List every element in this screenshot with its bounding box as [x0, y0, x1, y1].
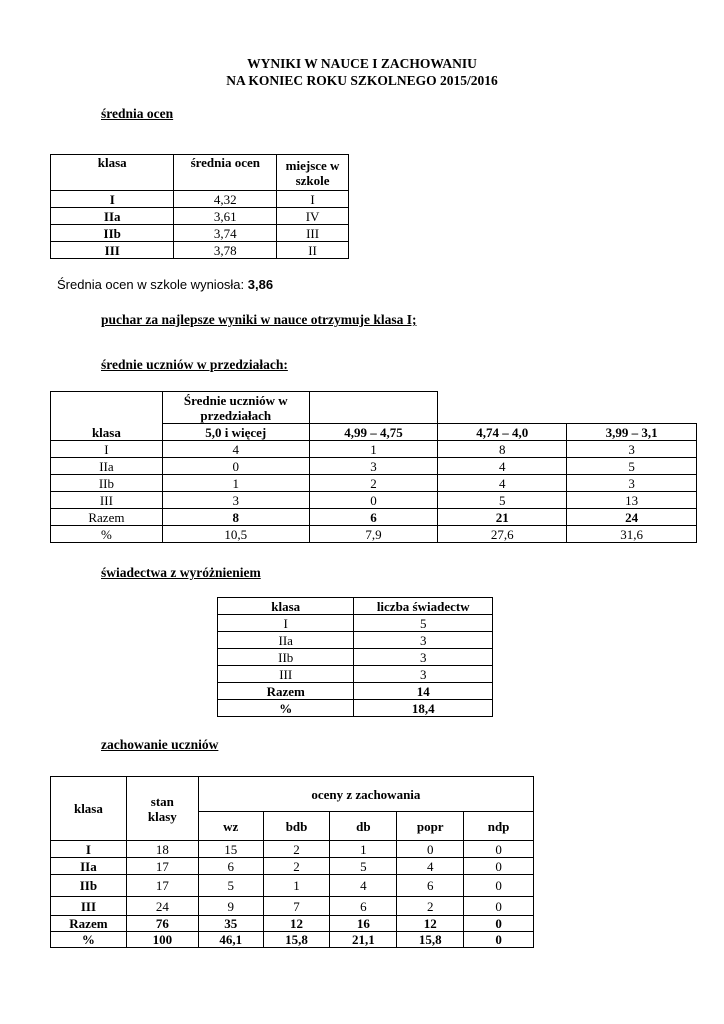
- empty-header-cell: [309, 392, 438, 424]
- table-row: [218, 649, 493, 666]
- cell-value: 17: [126, 858, 198, 875]
- certificates-table: [217, 597, 493, 717]
- cell-place: IV: [277, 208, 349, 225]
- cell-value: 24: [567, 509, 697, 526]
- cell-value: 1: [162, 475, 309, 492]
- cell-value: 24: [126, 897, 198, 916]
- table-row: [51, 897, 534, 916]
- cell-value: 3: [567, 475, 697, 492]
- school-average-label: Średnia ocen w szkole wyniosła:: [57, 277, 248, 292]
- cell-value: 9: [198, 897, 263, 916]
- col-header-class-size: stan klasy: [126, 777, 198, 841]
- cell-value: 46,1: [198, 932, 263, 948]
- table-row: [51, 492, 697, 509]
- cell-value: 1: [330, 841, 397, 858]
- cell-klasa: III: [51, 897, 127, 916]
- table-row-percent: [218, 700, 493, 717]
- section-heading-certificates: świadectwa z wyróżnieniem: [101, 565, 261, 580]
- table-row: [51, 841, 534, 858]
- document-title-line1: WYNIKI W NAUCE I ZACHOWANIU: [247, 56, 477, 71]
- grade-header: popr: [397, 812, 464, 841]
- cell-value: 0: [464, 916, 534, 932]
- cell-klasa: IIa: [51, 458, 163, 475]
- range-header: 4,99 – 4,75: [309, 424, 438, 441]
- cell-value: 5: [567, 458, 697, 475]
- behavior-table: [50, 776, 534, 948]
- cell-klasa: IIa: [51, 208, 174, 225]
- cell-value: 6: [309, 509, 438, 526]
- table-row: [51, 858, 534, 875]
- grade-header: ndp: [464, 812, 534, 841]
- cell-klasa: III: [218, 666, 354, 683]
- cell-value: 0: [309, 492, 438, 509]
- table-row: [51, 475, 697, 492]
- group-header-grades: oceny z zachowania: [198, 777, 533, 812]
- range-header: 4,74 – 4,0: [438, 424, 567, 441]
- section-heading-ranges: średnie uczniów w przedziałach:: [101, 357, 288, 372]
- ranges-table: [50, 391, 697, 543]
- col-header-average: średnia ocen: [174, 155, 277, 191]
- cell-count: 3: [354, 649, 493, 666]
- cell-count: 5: [354, 615, 493, 632]
- cell-place: I: [277, 191, 349, 208]
- group-header-ranges: Średnie uczniów w przedziałach: [162, 392, 309, 424]
- cell-value: 0: [464, 858, 534, 875]
- cell-value: 5: [330, 858, 397, 875]
- cell-value: 4: [330, 875, 397, 897]
- cell-klasa: I: [51, 441, 163, 458]
- cell-klasa: I: [51, 191, 174, 208]
- cell-value: 76: [126, 916, 198, 932]
- cup-statement: puchar za najlepsze wyniki w nauce otrzymuje klasa I;: [101, 312, 417, 327]
- table-row: [51, 208, 349, 225]
- cell-value: 13: [567, 492, 697, 509]
- cell-average: 3,74: [174, 225, 277, 242]
- range-header: 3,99 – 3,1: [567, 424, 697, 441]
- col-header-klasa: klasa: [51, 155, 174, 191]
- col-header-count: liczba świadectw: [354, 598, 493, 615]
- cell-average: 4,32: [174, 191, 277, 208]
- cell-value: 7,9: [309, 526, 438, 543]
- cell-value: 4: [438, 475, 567, 492]
- cell-count: 3: [354, 632, 493, 649]
- col-header-klasa: klasa: [218, 598, 354, 615]
- average-table: [50, 154, 349, 259]
- grade-header: wz: [198, 812, 263, 841]
- cell-klasa: III: [51, 492, 163, 509]
- cell-klasa: IIb: [218, 649, 354, 666]
- cell-klasa: IIa: [218, 632, 354, 649]
- cell-klasa: IIa: [51, 858, 127, 875]
- cell-value: 0: [464, 897, 534, 916]
- table-row-percent: [51, 526, 697, 543]
- document-title-line2: NA KONIEC ROKU SZKOLNEGO 2015/2016: [226, 73, 498, 88]
- cell-place: II: [277, 242, 349, 259]
- cell-klasa: IIb: [51, 875, 127, 897]
- cell-klasa: III: [51, 242, 174, 259]
- cell-value: 8: [162, 509, 309, 526]
- cell-value: 18: [126, 841, 198, 858]
- empty-header-cell: [567, 392, 697, 424]
- grade-header: bdb: [263, 812, 330, 841]
- table-row: [218, 615, 493, 632]
- cell-klasa: %: [51, 932, 127, 948]
- cell-value: 12: [397, 916, 464, 932]
- grade-header: db: [330, 812, 397, 841]
- section-heading-behavior: zachowanie uczniów: [101, 737, 219, 752]
- cell-klasa: Razem: [51, 916, 127, 932]
- table-row-total: [218, 683, 493, 700]
- cell-value: 21: [438, 509, 567, 526]
- cell-value: 15,8: [263, 932, 330, 948]
- cell-klasa: %: [218, 700, 354, 717]
- cell-klasa: IIb: [51, 225, 174, 242]
- cell-count: 18,4: [354, 700, 493, 717]
- cell-value: 16: [330, 916, 397, 932]
- cell-value: 4: [397, 858, 464, 875]
- cell-value: 2: [397, 897, 464, 916]
- table-row-total: [51, 509, 697, 526]
- cell-klasa: %: [51, 526, 163, 543]
- col-header-place: miejsce w szkole: [277, 155, 349, 191]
- school-average-note: [57, 277, 273, 292]
- range-header: 5,0 i więcej: [162, 424, 309, 441]
- cell-klasa: IIb: [51, 475, 163, 492]
- cell-value: 3: [309, 458, 438, 475]
- col-header-klasa: klasa: [51, 777, 127, 841]
- cell-value: 6: [198, 858, 263, 875]
- cell-value: 21,1: [330, 932, 397, 948]
- cell-klasa: I: [218, 615, 354, 632]
- table-row-percent: [51, 932, 534, 948]
- cell-value: 2: [263, 858, 330, 875]
- cell-count: 3: [354, 666, 493, 683]
- table-row: [51, 225, 349, 242]
- cell-count: 14: [354, 683, 493, 700]
- table-row: [218, 666, 493, 683]
- cell-value: 6: [397, 875, 464, 897]
- table-row: [51, 458, 697, 475]
- table-row: [51, 441, 697, 458]
- cell-average: 3,61: [174, 208, 277, 225]
- cell-value: 0: [397, 841, 464, 858]
- cell-value: 6: [330, 897, 397, 916]
- empty-header-cell: [438, 392, 567, 424]
- cell-value: 1: [263, 875, 330, 897]
- cell-klasa: I: [51, 841, 127, 858]
- cell-value: 1: [309, 441, 438, 458]
- cell-value: 5: [198, 875, 263, 897]
- school-average-value: 3,86: [247, 277, 274, 292]
- cell-value: 3: [162, 492, 309, 509]
- cell-value: 15,8: [397, 932, 464, 948]
- cell-value: 4: [438, 458, 567, 475]
- cell-value: 0: [464, 932, 534, 948]
- cell-value: 0: [464, 841, 534, 858]
- cell-place: III: [277, 225, 349, 242]
- col-header-klasa: klasa: [51, 392, 163, 441]
- table-row: [51, 242, 349, 259]
- cell-value: 12: [263, 916, 330, 932]
- cell-value: 17: [126, 875, 198, 897]
- table-row: [51, 191, 349, 208]
- cell-value: 35: [198, 916, 263, 932]
- table-row-total: [51, 916, 534, 932]
- cell-value: 15: [198, 841, 263, 858]
- table-row: [51, 875, 534, 897]
- cell-value: 7: [263, 897, 330, 916]
- cell-klasa: Razem: [51, 509, 163, 526]
- cell-klasa: Razem: [218, 683, 354, 700]
- cell-value: 8: [438, 441, 567, 458]
- table-row: [218, 632, 493, 649]
- cell-value: 2: [309, 475, 438, 492]
- cell-value: 10,5: [162, 526, 309, 543]
- cell-value: 0: [162, 458, 309, 475]
- cell-value: 2: [263, 841, 330, 858]
- cell-value: 100: [126, 932, 198, 948]
- cell-value: 27,6: [438, 526, 567, 543]
- section-heading-average: średnia ocen: [101, 106, 174, 121]
- cell-average: 3,78: [174, 242, 277, 259]
- cell-value: 0: [464, 875, 534, 897]
- cell-value: 4: [162, 441, 309, 458]
- cell-value: 31,6: [567, 526, 697, 543]
- cell-value: 5: [438, 492, 567, 509]
- cell-value: 3: [567, 441, 697, 458]
